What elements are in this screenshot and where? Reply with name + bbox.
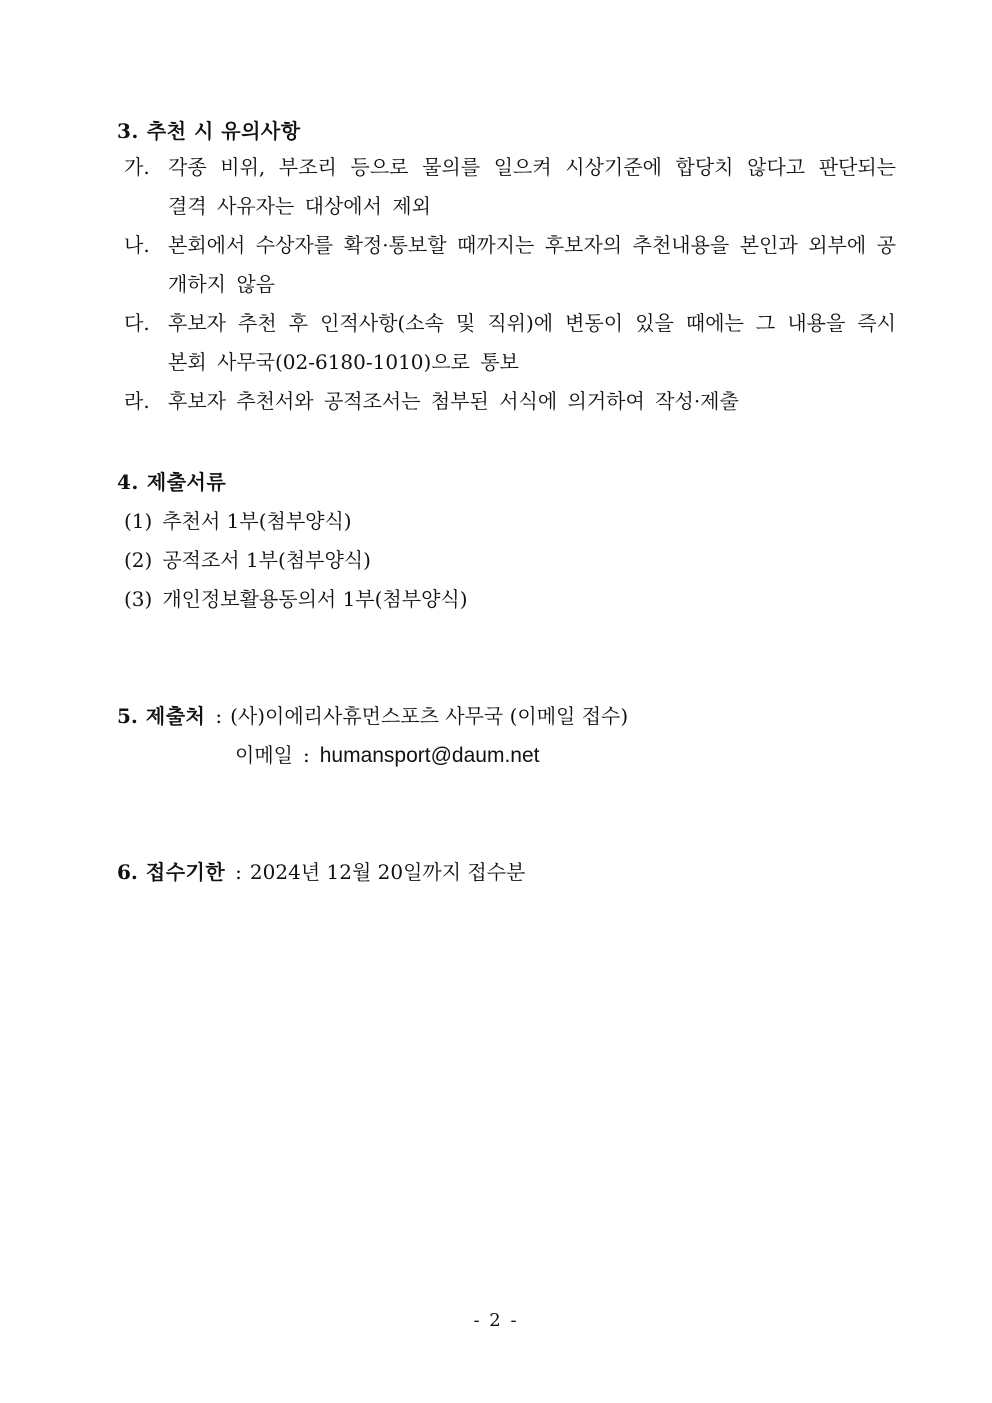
section-3-title: 추천 시 유의사항 [146,119,301,143]
item-text: 각종 비위, 부조리 등으로 물의를 일으켜 시상기준에 합당치 않다고 판단되는 결격 사유자는 대상에서 제외 [168,155,896,218]
section-5-title: 제출처 [145,704,206,728]
item-text: 추천서 1부(첨부양식) [162,509,352,533]
section-4-heading [117,466,226,495]
document-list-item [124,583,468,612]
section-3-item-da [124,304,896,382]
section-6-deadline [117,856,525,885]
document-list-item [124,544,371,573]
section-6-number: 6. [117,860,138,884]
item-marker: 다. [124,311,150,335]
email-row [235,739,540,768]
section-5-value: (사)이에리사휴먼스포츠 사무국 (이메일 접수) [230,704,629,728]
colon: : [235,860,242,884]
item-marker: 라. [124,389,150,413]
item-text: 후보자 추천서와 공적조서는 첨부된 서식에 의거하여 작성·제출 [168,389,739,413]
item-text: 후보자 추천 후 인적사항(소속 및 직위)에 변동이 있을 때에는 그 내용을 즉시 본회 사무국(02-6180-1010)으로 통보 [168,311,896,374]
item-marker: 나. [124,233,150,257]
page-number: - 2 - [473,1310,519,1331]
section-3-item-na [124,226,896,304]
section-3-number: 3. [117,119,139,143]
colon: : [302,743,310,767]
item-text: 공적조서 1부(첨부양식) [162,548,371,572]
item-marker: 가. [124,155,150,179]
email-address: humansport@daum.net [319,744,540,767]
section-3-item-ra [124,382,896,421]
section-6-value: 2024년 12월 20일까지 접수분 [249,860,526,884]
section-5-number: 5. [117,704,138,728]
item-marker: (3) [124,587,153,611]
section-5-submission-place [117,700,628,729]
document-list-item [124,505,352,534]
item-marker: (2) [124,548,153,572]
colon: : [215,704,223,728]
section-3-heading [117,115,301,144]
email-label: 이메일 [235,743,293,767]
section-3-item-ga [124,148,896,226]
item-marker: (1) [124,509,153,533]
section-6-title: 접수기한 [145,860,226,884]
item-text: 본회에서 수상자를 확정·통보할 때까지는 후보자의 추천내용을 본인과 외부에 공개하지 않음 [168,233,896,296]
item-text: 개인정보활용동의서 1부(첨부양식) [162,587,468,611]
section-4-number: 4. [117,470,139,494]
section-4-title: 제출서류 [146,470,227,494]
